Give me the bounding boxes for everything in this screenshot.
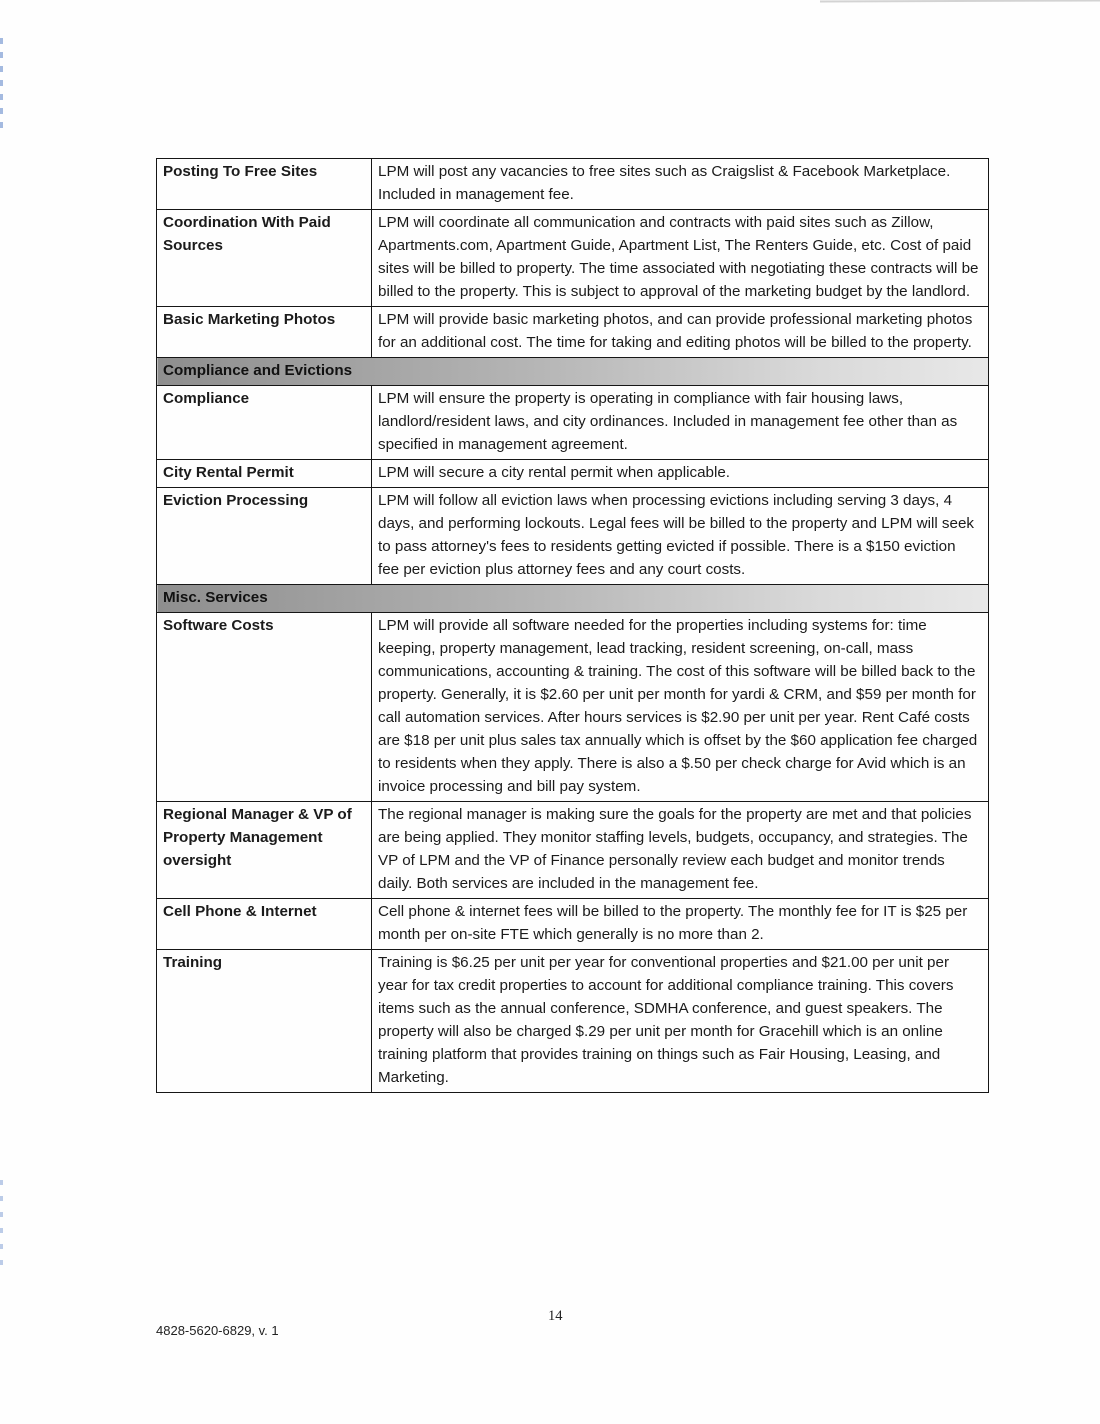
- service-name-cell: Software Costs: [157, 613, 372, 802]
- table-row: [157, 488, 989, 585]
- service-description-cell: Training is $6.25 per unit per year for conventional properties and $21.00 per unit per year for tax credit properties to account for additional compliance training. This covers items such as the annual conference, SDMHA conference, and guest speakers. The property will also be charged $.29 per unit per month for Gracehill which is an online training platform that provides training on things such as Fair Housing, Leasing, and Marketing.: [372, 950, 989, 1093]
- table-row: [157, 386, 989, 460]
- table-row: [157, 460, 989, 488]
- service-name-cell: Basic Marketing Photos: [157, 307, 372, 358]
- service-description-cell: LPM will provide basic marketing photos, and can provide professional marketing photos for an additional cost. The time for taking and editing photos will be billed to the property.: [372, 307, 989, 358]
- table-row: [157, 950, 989, 1093]
- service-description-cell: LPM will provide all software needed for the properties including systems for: time keeping, property management, lead tracking, resident screening, on-call, mass communications, accounting & training. The cost of this software will be billed back to the property. Generally, it is $2.60 per unit per month for yardi & CRM, and $59 per month for call automation services. After hours services is $2.90 per unit per year. Rent Café costs are $18 per unit plus sales tax annually which is offset by the $60 application fee charged to residents when they apply. There is also a $.50 per check charge for Avid which is an invoice processing and bill pay system.: [372, 613, 989, 802]
- table-row: [157, 802, 989, 899]
- table-row: [157, 159, 989, 210]
- service-description-cell: LPM will coordinate all communication and contracts with paid sites such as Zillow, Apartments.com, Apartment Guide, Apartment List, The Renters Guide, etc. Cost of paid sites will be billed to property. The time associated with negotiating these contracts will be billed to the property. This is subject to approval of the marketing budget by the landlord.: [372, 210, 989, 307]
- scan-artifact-top-line: [820, 0, 1100, 2]
- service-description-cell: LPM will secure a city rental permit when applicable.: [372, 460, 989, 488]
- table-row: [157, 210, 989, 307]
- scan-artifact-left-mark: [0, 38, 3, 133]
- service-name-cell: Compliance: [157, 386, 372, 460]
- services-table: [156, 158, 989, 1093]
- service-name-cell: Eviction Processing: [157, 488, 372, 585]
- services-table-body: [157, 159, 989, 1093]
- section-header-label: Compliance and Evictions: [157, 358, 989, 386]
- document-reference-number: 4828-5620-6829, v. 1: [156, 1323, 279, 1338]
- service-description-cell: Cell phone & internet fees will be billed to the property. The monthly fee for IT is $25 per month per on-site FTE which generally is no more than 2.: [372, 899, 989, 950]
- section-header-label: Misc. Services: [157, 585, 989, 613]
- table-row: [157, 613, 989, 802]
- section-header-row: [157, 358, 989, 386]
- section-header-row: [157, 585, 989, 613]
- table-row: [157, 307, 989, 358]
- service-description-cell: LPM will ensure the property is operating in compliance with fair housing laws, landlord/resident laws, and city ordinances. Included in management fee other than as specified in management agreement.: [372, 386, 989, 460]
- service-description-cell: LPM will follow all eviction laws when processing evictions including serving 3 days, 4 days, and performing lockouts. Legal fees will be billed to the property and LPM will seek to pass attorney's fees to residents getting evicted if possible. There is a $150 eviction fee per eviction plus attorney fees and any court costs.: [372, 488, 989, 585]
- service-name-cell: Coordination With Paid Sources: [157, 210, 372, 307]
- service-name-cell: Cell Phone & Internet: [157, 899, 372, 950]
- page-number: 14: [548, 1308, 563, 1324]
- service-name-cell: Regional Manager & VP of Property Management oversight: [157, 802, 372, 899]
- table-row: [157, 899, 989, 950]
- service-name-cell: City Rental Permit: [157, 460, 372, 488]
- service-description-cell: The regional manager is making sure the goals for the property are met and that policies are being applied. They monitor staffing levels, budgets, occupancy, and strategies. The VP of LPM and the VP of Finance personally review each budget and monitor trends daily. Both services are included in the management fee.: [372, 802, 989, 899]
- service-description-cell: LPM will post any vacancies to free sites such as Craigslist & Facebook Marketplace. Included in management fee.: [372, 159, 989, 210]
- service-name-cell: Posting To Free Sites: [157, 159, 372, 210]
- service-name-cell: Training: [157, 950, 372, 1093]
- scan-artifact-left-mark: [0, 1180, 3, 1270]
